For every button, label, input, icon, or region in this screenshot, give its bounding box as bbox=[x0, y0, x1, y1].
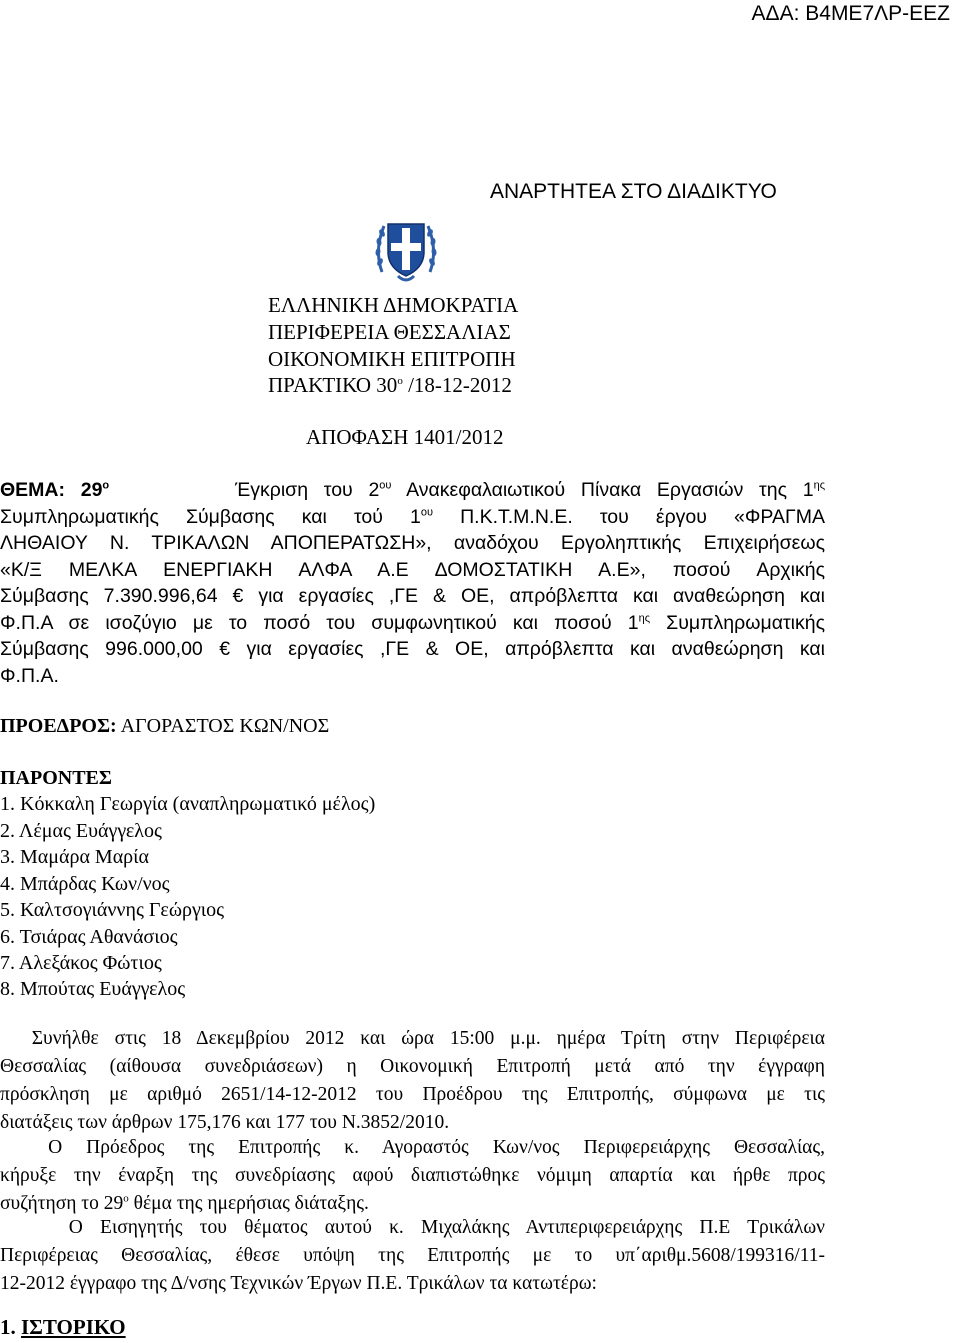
rapporteur-paragraph: Ο Εισηγητής του θέματος αυτού κ. Μιχαλάκης Αντιπεριφερειάρχης Π.Ε Τρικάλων Περιφέρειας Θεσσαλίας, έθεσε υπόψη της Επιτροπής με το υπ΄αριθμ.5608/199316/11- 12-2012 έγγραφο της Δ/νσης Τεχνικών Έργων Π.Ε. Τρικάλων τα κατωτέρω: bbox=[0, 1217, 825, 1294]
list-item: 7. Αλεξάκος Φώτιος bbox=[0, 952, 162, 974]
subject-line-7: Σύμβασης 996.000,00 € για εργασίες ,ΓΕ & ΟΕ, απρόβλεπτα και αναθεώρηση και bbox=[0, 638, 825, 660]
subject-line-3: ΛΗΘΑΙΟΥ Ν. ΤΡΙΚΑΛΩΝ ΑΠΟΠΕΡΑΤΩΣΗ», αναδόχου Εργοληπτικής Επιχειρήσεως bbox=[0, 532, 825, 554]
decision-number: ΑΠΟΦΑΣΗ 1401/2012 bbox=[306, 425, 504, 449]
chair-line bbox=[0, 715, 329, 738]
present-label: ΠΑΡΟΝΤΕΣ bbox=[0, 767, 112, 789]
chair-label: ΠΡΟΕΔΡΟΣ: bbox=[0, 715, 117, 737]
minutes-line: ΠΡΑΚΤΙΚΟ $30^o$ /18-12-2012 bbox=[268, 373, 512, 397]
list-item: 1. Κόκκαλη Γεωργία (αναπληρωματικό μέλος) bbox=[0, 793, 376, 815]
subject-line-1: ΘΕΜΑ: $29^o$ Έγκριση του $2^{o\upsilon}$ Ανακεφαλαιωτικού Πίνακα Εργασιών της $1^{\eta\varsigma}$ bbox=[0, 479, 825, 501]
chair-name: ΑΓΟΡΑΣΤΟΣ ΚΩΝ/ΝΟΣ bbox=[116, 715, 330, 737]
hellenic-republic-emblem-icon bbox=[374, 212, 438, 288]
region-line: ΠΕΡΙΦΕΡΕΙΑ ΘΕΣΣΑΛΙΑΣ bbox=[268, 320, 511, 344]
subject-paragraph bbox=[0, 477, 825, 689]
committee-line: ΟΙΚΟΝΟΜΙΚΗ ΕΠΙΤΡΟΠΗ bbox=[268, 347, 516, 371]
meeting-paragraph: Συνήλθε στις 18 Δεκεμβρίου 2012 και ώρα 15:00 μ.μ. ημέρα Τρίτη στην Περιφέρεια Θεσσαλίας (αίθουσα συνεδριάσεων) η Οικονομική Επιτροπή μετά από την έγγραφη πρόσκληση με αριθμό 2651/14-12-2012 του Προέδρου της Επιτροπής, σύμφωνα με τις διατάξεις των άρθρων 175,176 και 177 του Ν.3852/2010. bbox=[0, 1028, 825, 1133]
subject-line-4: «Κ/Ξ ΜΕΛΚΑ ΕΝΕΡΓΙΑΚΗ ΑΛΦΑ Α.Ε ΔΟΜΟΣΤΑΤΙΚΗ Α.Ε», ποσού Αρχικής bbox=[0, 558, 825, 581]
subject-line-8: Φ.Π.Α. bbox=[0, 664, 59, 687]
subject-line-2: Συμπληρωματικής Σύμβασης και τού $1^{o\upsilon}$ Π.Κ.Τ.Μ.Ν.Ε. του έργου «ΦΡΑΓΜΑ bbox=[0, 505, 825, 528]
opening-paragraph: Ο Πρόεδρος της Επιτροπής κ. Αγοραστός Κων/νος Περιφερειάρχης Θεσσαλίας, κήρυξε την έναρξη της συνεδρίασης αφού διαπιστώθηκε νόμιμη απαρτία και ήρθε προς συζήτηση το $29^o$ θέμα της ημερήσιας διάταξης. bbox=[0, 1137, 825, 1214]
section-heading: 1. ΙΣΤΟΡΙΚΟ bbox=[0, 1315, 126, 1339]
subject-line-6: Φ.Π.Α σε ισοζύγιο με το ποσό του συμφωνητικού και ποσού $1^{\eta\varsigma}$ Συμπληρωματικής bbox=[0, 611, 825, 634]
publish-note: ΑΝΑΡΤΗΤΕΑ ΣΤΟ ΔΙΑΔΙΚΤΥΟ bbox=[490, 180, 777, 203]
list-item: 8. Μπούτας Ευάγγελος bbox=[0, 978, 186, 1000]
subject-line-5: Σύμβασης 7.390.996,64 € για εργασίες ,ΓΕ & ΟΕ, απρόβλεπτα και αναθεώρηση και bbox=[0, 585, 825, 607]
list-item: 3. Μαμάρα Μαρία bbox=[0, 846, 150, 868]
list-item: 6. Τσιάρας Αθανάσιος bbox=[0, 926, 178, 948]
list-item: 5. Καλτσογιάννης Γεώργιος bbox=[0, 899, 225, 921]
subject-label: ΘΕΜΑ: $29^o$ bbox=[0, 479, 110, 501]
country-line: ΕΛΛΗΝΙΚΗ ΔΗΜΟΚΡΑΤΙΑ bbox=[268, 293, 519, 317]
ada-code: ΑΔΑ: Β4ΜΕ7ΛΡ-ΕΕΖ bbox=[751, 2, 950, 25]
list-item: 4. Μπάρδας Κων/νος bbox=[0, 873, 170, 895]
list-item: 2. Λέμας Ευάγγελος bbox=[0, 820, 162, 842]
